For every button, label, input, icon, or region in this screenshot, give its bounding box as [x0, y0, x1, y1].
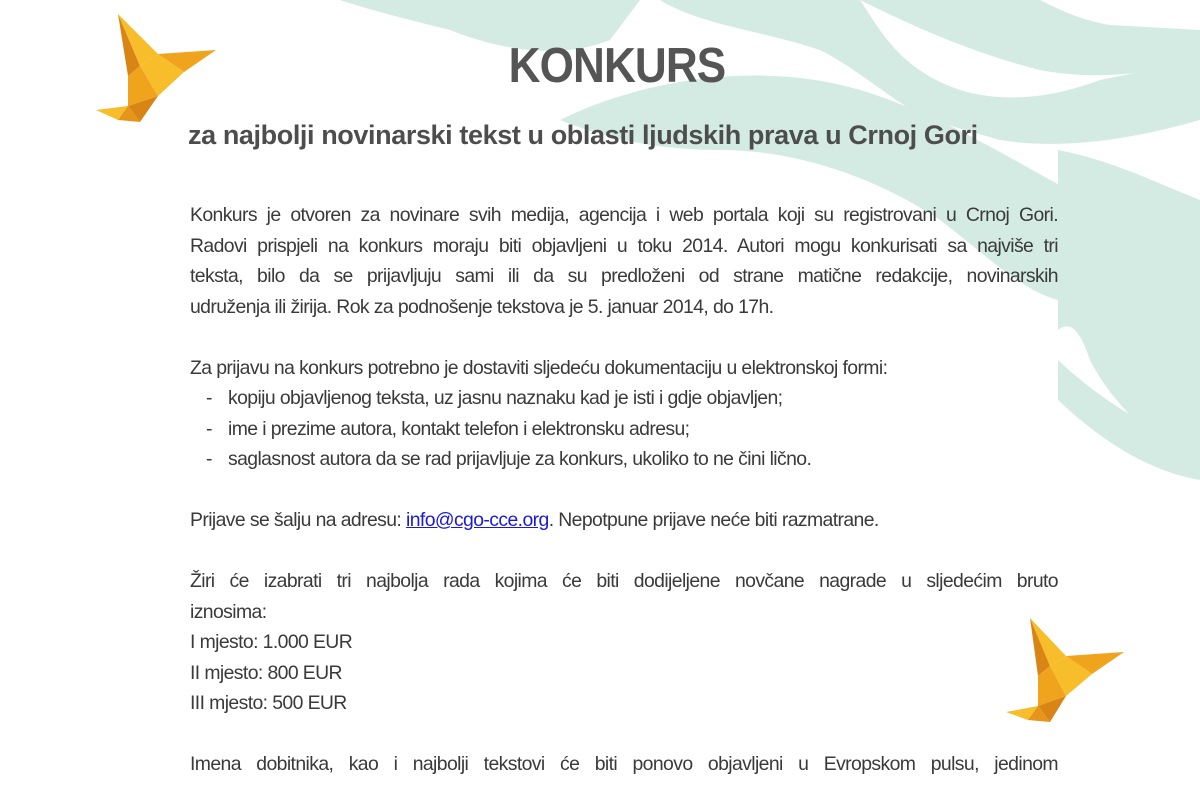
eligibility-paragraph: [190, 200, 1058, 322]
page-subtitle: za najbolji novinarski tekst u oblasti ljudskih prava u Crnoj Gori: [188, 120, 978, 150]
text-line: Konkurs je otvoren za novinare svih medija, agencija i web portala koji su registrovani u Crnoj Gori.: [190, 204, 1058, 226]
submission-text: Prijave se šalju na adresu:: [190, 509, 407, 531]
text-line: teksta, bilo da se prijavljuju sami ili da su predloženi od strane matične redakcije, novinarskih: [190, 265, 1058, 287]
dash-bullet: -: [206, 387, 212, 409]
list-item-text: kopiju objavljenog teksta, uz jasnu naznaku kad je isti i gdje objavljen;: [228, 387, 783, 409]
list-item-text: saglasnost autora da se rad prijavljuje za konkurs, ukoliko to ne čini lično.: [228, 448, 812, 470]
list-item-text: ime i prezime autora, kontakt telefon i elektronsku adresu;: [228, 417, 690, 440]
prizes-intro-end: iznosima:: [190, 600, 267, 623]
text-line: Radovi prispjeli na konkurs moraju biti objavljeni u toku 2014. Autori mogu konkurisati sa najviše tri: [190, 234, 1058, 257]
prize-third: III mjesto: 500 EUR: [190, 692, 347, 714]
list-item: [190, 444, 1058, 475]
text-line: udruženja ili žirija. Rok za podnošenje tekstova je 5. januar 2014, do 17h.: [190, 295, 774, 318]
dash-bullet: -: [206, 417, 212, 440]
list-item: [190, 383, 1058, 414]
email-link[interactable]: info@cgo-cce.org: [406, 509, 549, 531]
prize-second: II mjesto: 800 EUR: [190, 661, 342, 684]
list-item: [190, 414, 1058, 445]
closing-paragraph: [190, 749, 1058, 780]
submission-note: . Nepotpune prijave neće biti razmatrane.: [548, 509, 879, 531]
prizes-section: [190, 566, 1058, 719]
prizes-intro: Žiri će izabrati tri najbolja rada kojima će biti dodijeljene novčane nagrade u sljedećim bruto: [190, 570, 1058, 592]
documentation-intro: Za prijavu na konkurs potrebno je dostaviti sljedeću dokumentaciju u elektronskoj formi:: [190, 356, 888, 379]
documentation-section: [190, 353, 1058, 475]
prize-first: I mjesto: 1.000 EUR: [190, 631, 353, 653]
page-title: KONKURS: [508, 39, 726, 93]
text-line: Imena dobitnika, kao i najbolji tekstovi će biti ponovo objavljeni u Evropskom pulsu, jedinom: [190, 753, 1058, 775]
document-body: [190, 200, 1058, 810]
dash-bullet: -: [206, 448, 212, 470]
documentation-list: [190, 383, 1058, 475]
submission-paragraph: [190, 505, 1058, 536]
